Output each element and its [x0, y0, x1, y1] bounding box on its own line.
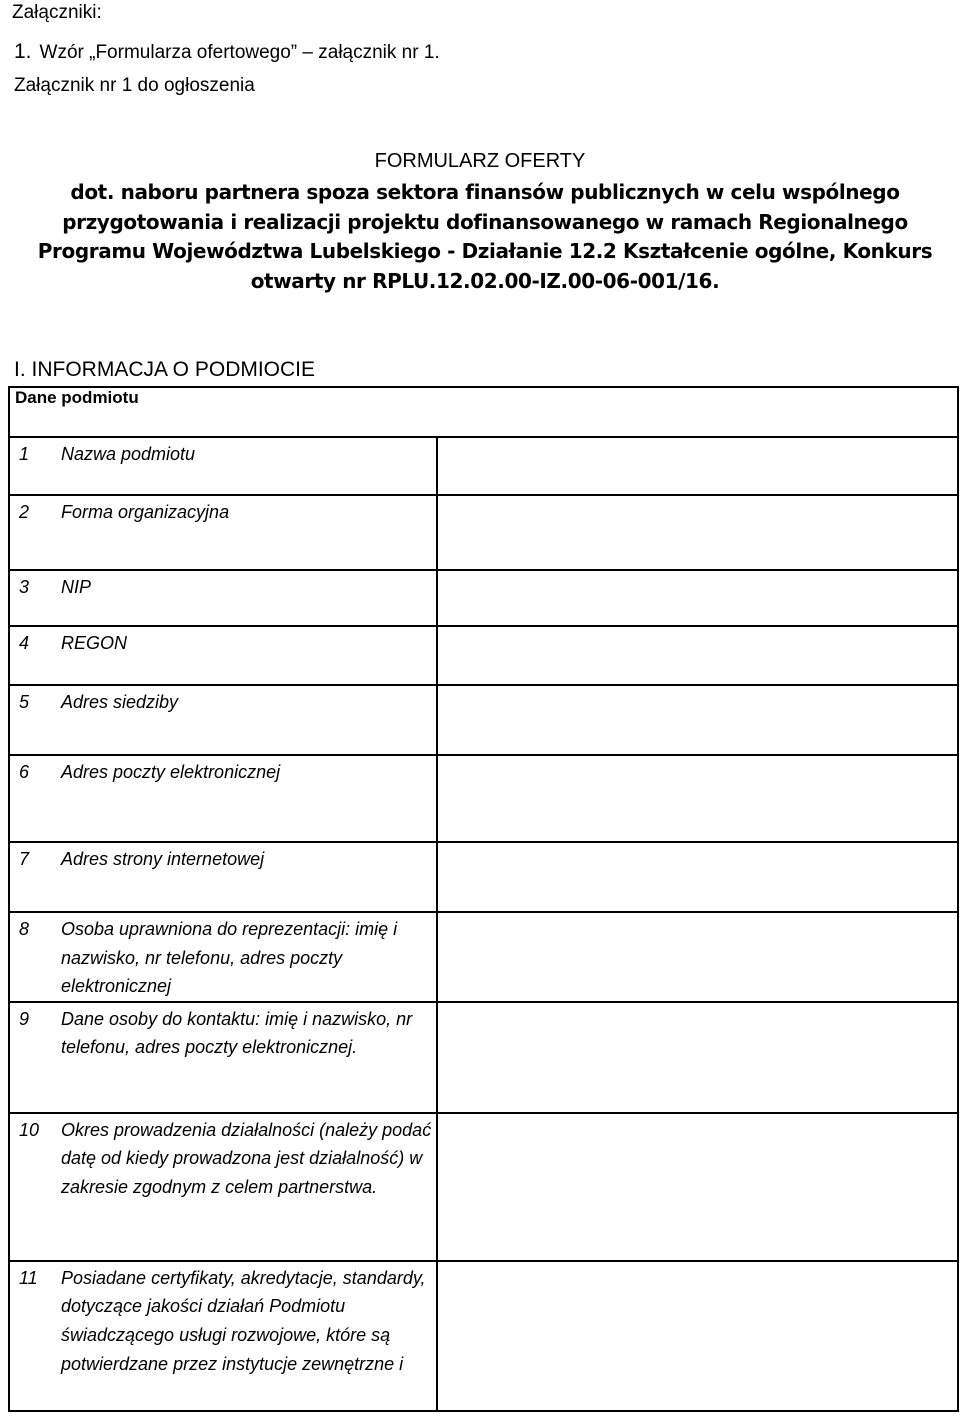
entity-data-table: [8, 386, 959, 1412]
attachment-item-text: Wzór „Formularza ofertowego” – załącznik nr 1.: [39, 42, 440, 63]
table-row: [9, 842, 958, 912]
row-value-field[interactable]: [437, 626, 958, 685]
row-number: 7: [9, 842, 61, 912]
table-row: [9, 1002, 958, 1113]
row-value-field[interactable]: [437, 1002, 958, 1113]
attachment-item-number: 1.: [14, 40, 32, 63]
table-header-label: Dane podmiotu: [15, 388, 139, 407]
row-value-field[interactable]: [437, 570, 958, 626]
row-label: Dane osoby do kontaktu: imię i nazwisko, nr telefonu, adres poczty elektronicznej.: [61, 1002, 437, 1113]
row-number: 1: [9, 437, 61, 495]
row-label: Osoba uprawniona do reprezentacji: imię i nazwisko, nr telefonu, adres poczty elektronicznej: [61, 912, 437, 1002]
row-number: 11: [9, 1261, 61, 1411]
row-number: 6: [9, 755, 61, 842]
row-value-field[interactable]: [437, 755, 958, 842]
attachments-label: Załączniki:: [12, 2, 102, 23]
row-label: Adres poczty elektronicznej: [61, 755, 437, 842]
row-label: Nazwa podmiotu: [61, 437, 437, 495]
row-number: 9: [9, 1002, 61, 1113]
row-number: 4: [9, 626, 61, 685]
row-value-field[interactable]: [437, 437, 958, 495]
row-label: Forma organizacyjna: [61, 495, 437, 570]
row-value-field[interactable]: [437, 685, 958, 755]
row-number: 3: [9, 570, 61, 626]
table-header-row: [9, 387, 958, 437]
row-number: 8: [9, 912, 61, 1002]
row-value-field[interactable]: [437, 495, 958, 570]
row-label: Posiadane certyfikaty, akredytacje, standardy, dotyczące jakości działań Podmiotu świadczącego usługi rozwojowe, które są potwierdzane przez instytucje zewnętrzne i: [61, 1261, 437, 1411]
table-row: [9, 570, 958, 626]
subtitle-line: otwarty nr RPLU.12.02.00-IZ.00-06-001/16.: [250, 268, 720, 293]
row-label: Adres siedziby: [61, 685, 437, 755]
table-row: [9, 912, 958, 1002]
subtitle-line: Programu Województwa Lubelskiego - Działanie 12.2 Kształcenie ogólne, Konkurs: [37, 239, 933, 263]
table-row: [9, 685, 958, 755]
table-row: [9, 755, 958, 842]
subtitle-line: przygotowania i realizacji projektu dofinansowanego w ramach Regionalnego: [62, 209, 908, 234]
table-row: [9, 437, 958, 495]
row-number: 5: [9, 685, 61, 755]
row-label: REGON: [61, 626, 437, 685]
row-label: Adres strony internetowej: [61, 842, 437, 912]
form-subtitle: [30, 178, 940, 296]
form-title: FORMULARZ OFERTY: [374, 150, 586, 172]
row-label: NIP: [61, 570, 437, 626]
subtitle-line: dot. naboru partnera spoza sektora finansów publicznych w celu wspólnego: [70, 180, 900, 204]
row-label: Okres prowadzenia działalności (należy podać datę od kiedy prowadzona jest działalność) w zakresie zgodnym z celem partnerstwa.: [61, 1113, 437, 1261]
row-value-field[interactable]: [437, 912, 958, 1002]
table-row: [9, 1261, 958, 1411]
table-row: [9, 626, 958, 685]
table-row: [9, 1113, 958, 1261]
attachment-item: [14, 40, 440, 64]
table-header-cell: [9, 387, 958, 437]
row-value-field[interactable]: [437, 842, 958, 912]
row-value-field[interactable]: [437, 1113, 958, 1261]
row-number: 2: [9, 495, 61, 570]
row-number: 10: [9, 1113, 61, 1261]
row-value-field[interactable]: [437, 1261, 958, 1411]
section-title: I. INFORMACJA O PODMIOCIE: [14, 358, 316, 381]
table-row: [9, 495, 958, 570]
annex-title: Załącznik nr 1 do ogłoszenia: [14, 75, 255, 96]
